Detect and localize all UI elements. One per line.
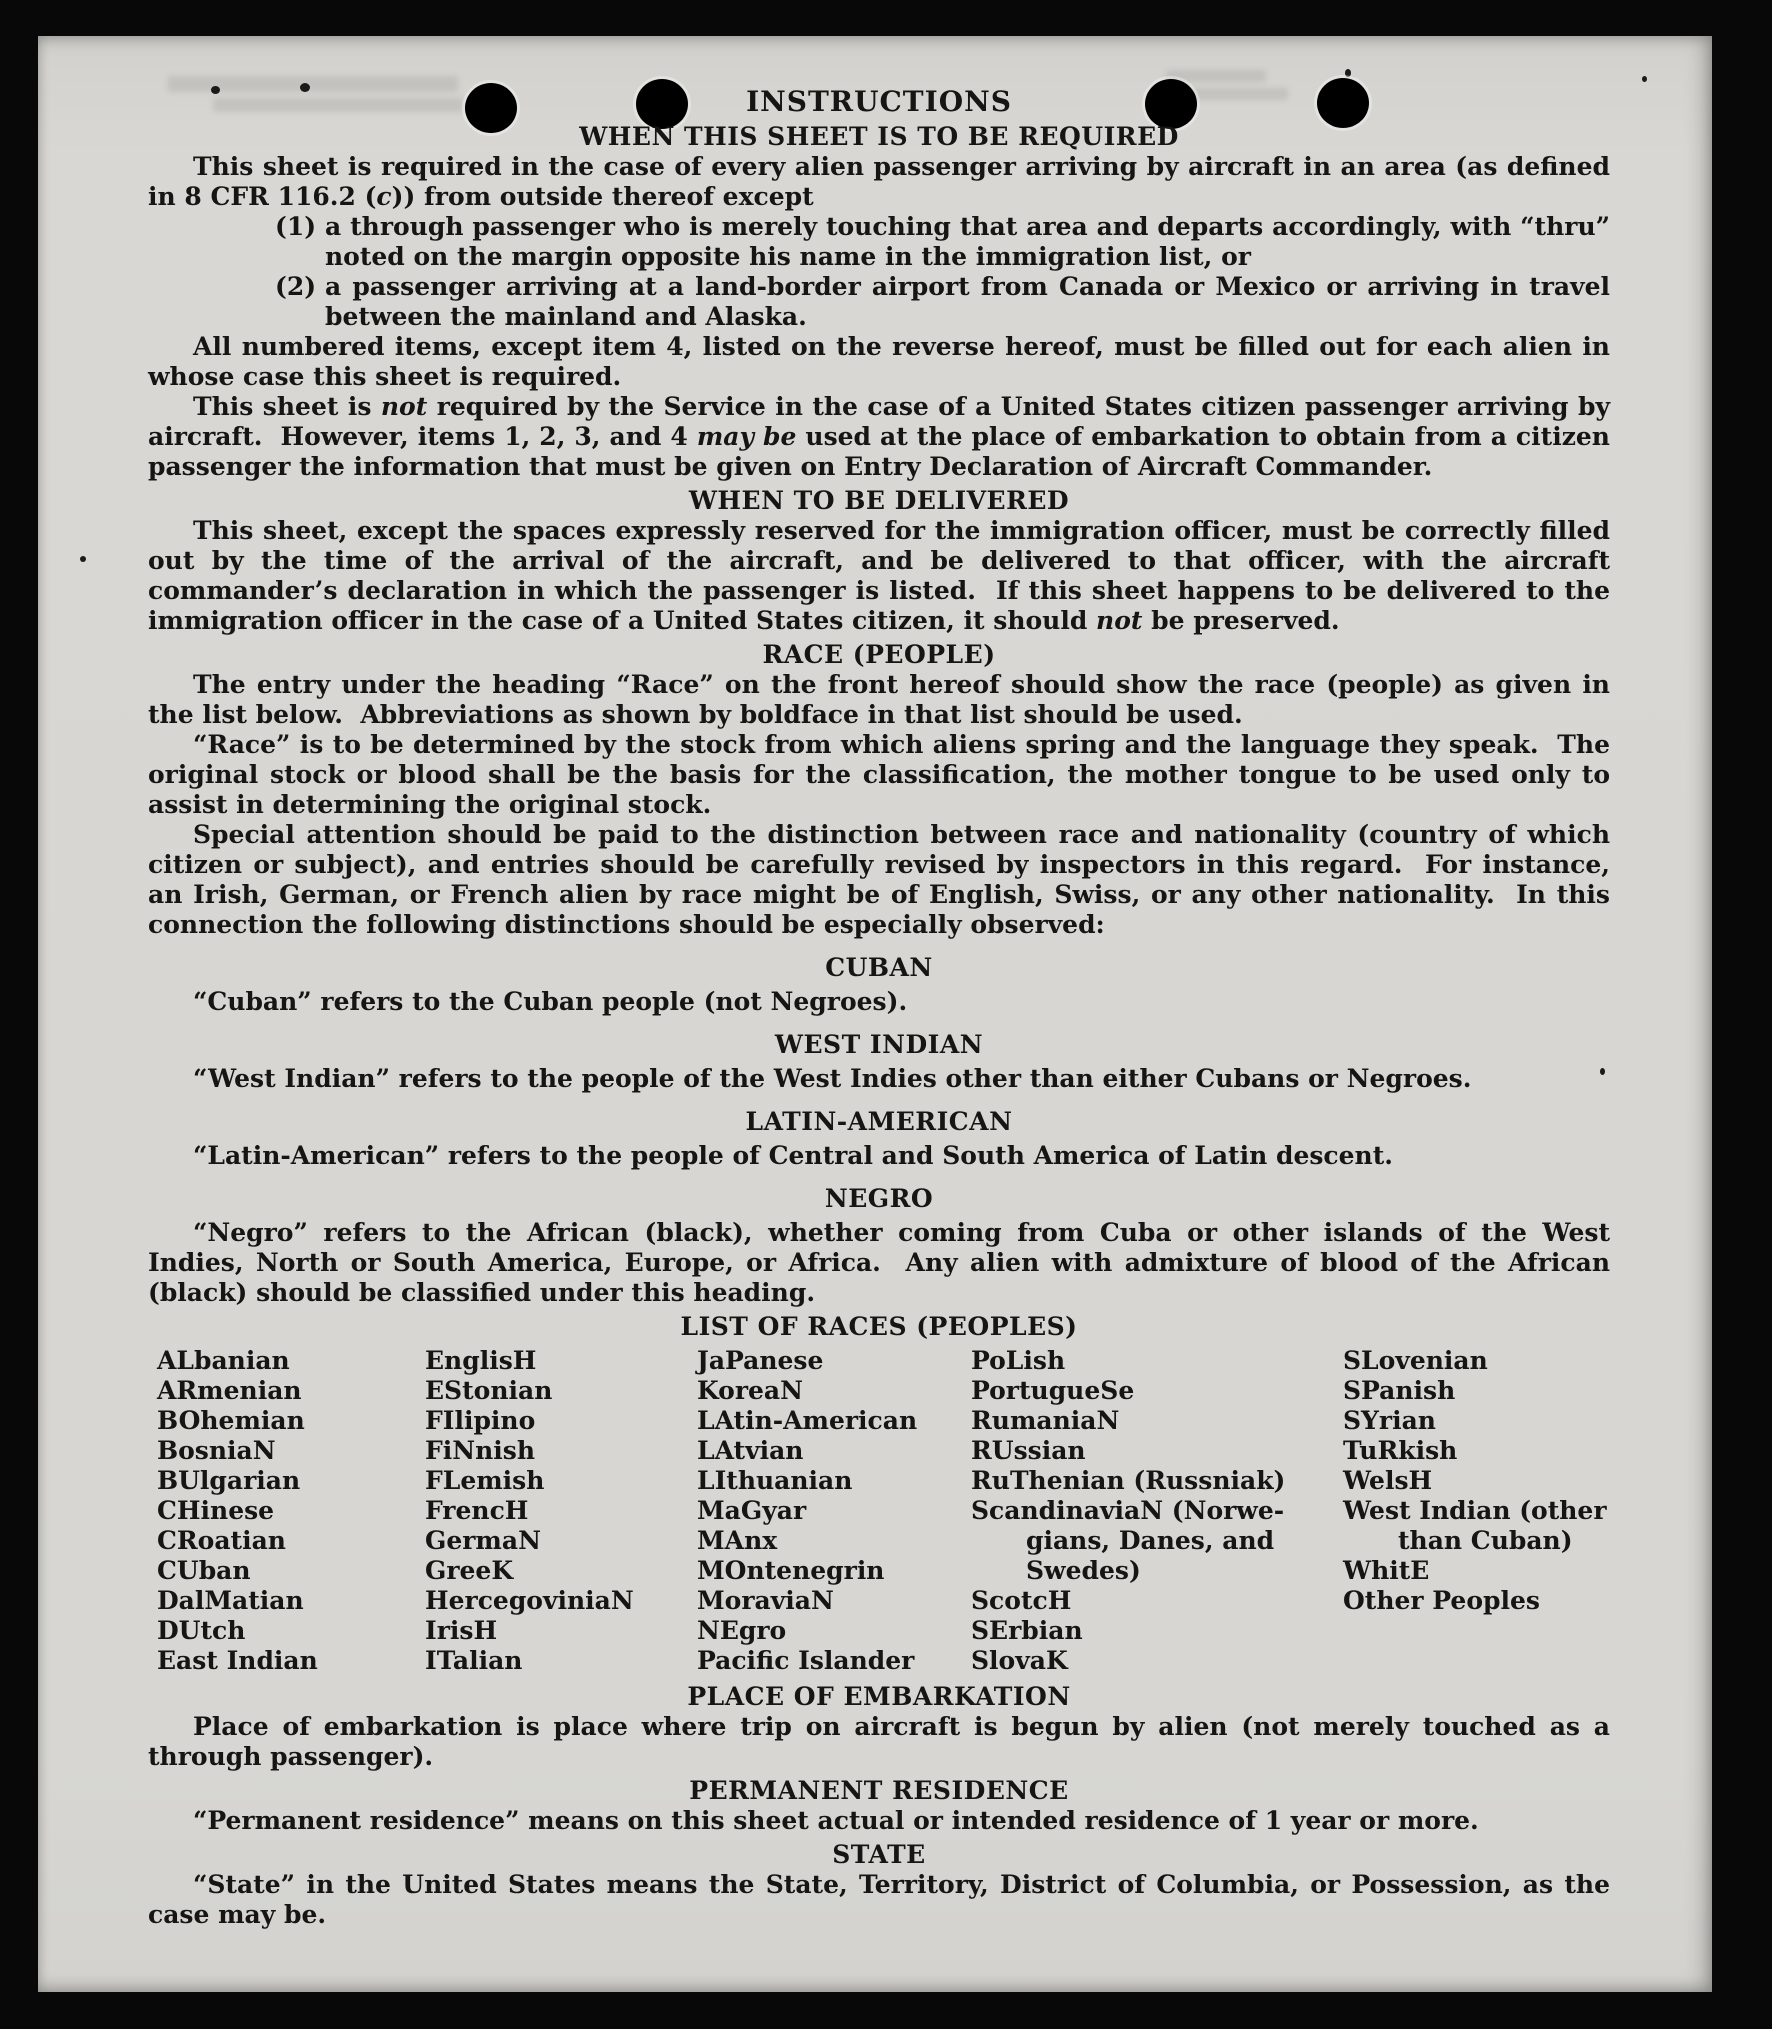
race-item: PortugueSe xyxy=(971,1376,1135,1405)
ink-speck xyxy=(80,556,86,562)
race-item: LIthuanian xyxy=(697,1466,853,1495)
race-item: PoLish xyxy=(971,1346,1066,1375)
race-item: DUtch xyxy=(157,1616,246,1645)
race-item: Other Peoples xyxy=(1343,1586,1540,1615)
ink-speck xyxy=(1345,69,1351,77)
race-item: WelsH xyxy=(1343,1466,1433,1495)
paragraph-cuban: “Cuban” refers to the Cuban people (not Negroes). xyxy=(193,987,908,1016)
paragraph-delivered: This sheet, except the spaces expressly reserved for the immigration officer, must be correctly filled out by the time of the arrival of the aircraft, and be delivered to that officer, with the aircraft commander’s declaration in which the passenger is listed. If this sheet happens to be delivered to the immigration officer in the case of a United States citizen, it should not be preserved. xyxy=(148,516,1610,635)
race-item: CUban xyxy=(157,1556,251,1585)
section-heading-negro: NEGRO xyxy=(824,1184,934,1213)
paragraph-sheet-required: This sheet is required in the case of every alien passenger arriving by aircraft in an area (as defined in 8 CFR 116.2 (c)) from outside thereof except xyxy=(148,152,1610,211)
race-item: ARmenian xyxy=(157,1376,302,1405)
race-item: EnglisH xyxy=(425,1346,537,1375)
paragraph-negro: “Negro” refers to the African (black), whether coming from Cuba or other islands of the West Indies, North or South America, Europe, or Africa. Any alien with admixture of blood of the African (black) should be classified under this heading. xyxy=(148,1218,1610,1307)
section-heading-permanent-residence: PERMANENT RESIDENCE xyxy=(689,1776,1069,1805)
document-page xyxy=(38,36,1712,1992)
section-heading-cuban: CUBAN xyxy=(825,953,933,982)
races-column-4 xyxy=(971,1346,1285,1676)
race-item: ALbanian xyxy=(157,1346,290,1375)
race-item: IrisH xyxy=(425,1616,498,1645)
race-item: West Indian (other xyxy=(1343,1496,1607,1525)
races-column-5 xyxy=(1343,1346,1607,1616)
races-list xyxy=(148,1346,1610,1678)
race-item: CHinese xyxy=(157,1496,275,1525)
race-item: TuRkish xyxy=(1343,1436,1458,1465)
document-content xyxy=(148,86,1610,1930)
ink-speck xyxy=(1642,76,1647,82)
item-number: (2) xyxy=(275,272,317,301)
paragraph-west-indian: “West Indian” refers to the people of the West Indies other than either Cubans or Negroes. xyxy=(193,1064,1472,1093)
race-item: LAtvian xyxy=(697,1436,804,1465)
races-column-2 xyxy=(425,1346,634,1676)
paragraph-embarkation: Place of embarkation is place where trip on aircraft is begun by alien (not merely touched as a through passenger). xyxy=(148,1712,1610,1771)
race-item: RUssian xyxy=(971,1436,1086,1465)
paragraph-permanent-residence: “Permanent residence” means on this sheet actual or intended residence of 1 year or more. xyxy=(193,1806,1479,1835)
race-item: MOntenegrin xyxy=(697,1556,885,1585)
race-item: EStonian xyxy=(425,1376,553,1405)
race-item-continuation: Swedes) xyxy=(1026,1556,1141,1585)
page-title: INSTRUCTIONS xyxy=(746,85,1012,118)
race-item: JaPanese xyxy=(697,1346,824,1375)
race-item: BOhemian xyxy=(157,1406,305,1435)
race-item: MAnx xyxy=(697,1526,778,1555)
paragraph-race-stock: “Race” is to be determined by the stock from which aliens spring and the language they speak. The original stock or blood shall be the basis for the classification, the mother tongue to be used only to assist in determining the original stock. xyxy=(148,730,1610,819)
item-number: (1) xyxy=(275,212,317,241)
paragraph-latin-american: “Latin-American” refers to the people of Central and South America of Latin descent. xyxy=(193,1141,1393,1170)
race-item-continuation: gians, Danes, and xyxy=(1026,1526,1275,1555)
race-item: SYrian xyxy=(1343,1406,1436,1435)
race-item: BUlgarian xyxy=(157,1466,301,1495)
race-item: Pacific Islander xyxy=(697,1646,915,1675)
race-item: FIlipino xyxy=(425,1406,536,1435)
race-item: ITalian xyxy=(425,1646,523,1675)
races-column-1 xyxy=(157,1346,318,1676)
race-item: KoreaN xyxy=(697,1376,803,1405)
section-heading-when-delivered: WHEN TO BE DELIVERED xyxy=(688,486,1070,515)
paragraph-not-required: This sheet is not required by the Service in the case of a United States citizen passenger arriving by aircraft. However, items 1, 2, 3, and 4 may be used at the place of embarkation to obtain from a citizen passenger the information that must be given on Entry Declaration of Aircraft Commander. xyxy=(148,392,1610,481)
race-item: SLovenian xyxy=(1343,1346,1488,1375)
race-item: RumaniaN xyxy=(971,1406,1120,1435)
section-heading-race: RACE (PEOPLE) xyxy=(762,640,996,669)
paragraph-state: “State” in the United States means the State, Territory, District of Columbia, or Possession, as the case may be. xyxy=(148,1870,1610,1929)
numbered-item-1: (1) a through passenger who is merely touching that area and departs accordingly, with “thru” noted on the margin opposite his name in the immigration list, or xyxy=(275,212,1610,271)
race-item: East Indian xyxy=(157,1646,318,1675)
races-column-3 xyxy=(697,1346,917,1676)
race-item: ScandinaviaN (Norwe- xyxy=(971,1496,1285,1525)
race-item: SlovaK xyxy=(971,1646,1068,1675)
race-item: FLemish xyxy=(425,1466,545,1495)
race-item: SErbian xyxy=(971,1616,1083,1645)
section-heading-west-indian: WEST INDIAN xyxy=(774,1030,984,1059)
paragraph-race-nationality: Special attention should be paid to the distinction between race and nationality (country of which citizen or subject), and entries should be carefully revised by inspectors in this regard. For instance, an Irish, German, or French alien by race might be of English, Swiss, or any other nationality. In this connection the following distinctions should be especially observed: xyxy=(148,820,1610,939)
race-item: HercegoviniaN xyxy=(425,1586,634,1615)
race-item: LAtin-American xyxy=(697,1406,918,1435)
paragraph-all-items: All numbered items, except item 4, listed on the reverse hereof, must be filled out for each alien in whose case this sheet is required. xyxy=(148,332,1610,391)
race-item: CRoatian xyxy=(157,1526,286,1555)
section-heading-list-of-races: LIST OF RACES (PEOPLES) xyxy=(680,1312,1078,1341)
race-item: ScotcH xyxy=(971,1586,1072,1615)
race-item: FrencH xyxy=(425,1496,529,1525)
numbered-item-2: (2) a passenger arriving at a land-border airport from Canada or Mexico or arriving in travel between the mainland and Alaska. xyxy=(275,272,1610,331)
race-item: GermaN xyxy=(425,1526,541,1555)
race-item-continuation: than Cuban) xyxy=(1398,1526,1573,1555)
race-item: FiNnish xyxy=(425,1436,536,1465)
section-heading-when-required: WHEN THIS SHEET IS TO BE REQUIRED xyxy=(579,122,1179,151)
race-item: MaGyar xyxy=(697,1496,807,1525)
section-heading-state: STATE xyxy=(832,1840,926,1869)
race-item: WhitE xyxy=(1343,1556,1430,1585)
race-item: GreeK xyxy=(425,1556,514,1585)
paragraph-race-entry: The entry under the heading “Race” on the front hereof should show the race (people) as given in the list below. Abbreviations as shown by boldface in that list should be used. xyxy=(148,670,1610,729)
race-item: RuThenian (Russniak) xyxy=(971,1466,1286,1495)
race-item: MoraviaN xyxy=(697,1586,834,1615)
race-item: BosniaN xyxy=(157,1436,276,1465)
section-heading-latin-american: LATIN-AMERICAN xyxy=(745,1107,1013,1136)
race-item: DalMatian xyxy=(157,1586,304,1615)
race-item: NEgro xyxy=(697,1616,787,1645)
race-item: SPanish xyxy=(1343,1376,1456,1405)
section-heading-embarkation: PLACE OF EMBARKATION xyxy=(687,1682,1071,1711)
